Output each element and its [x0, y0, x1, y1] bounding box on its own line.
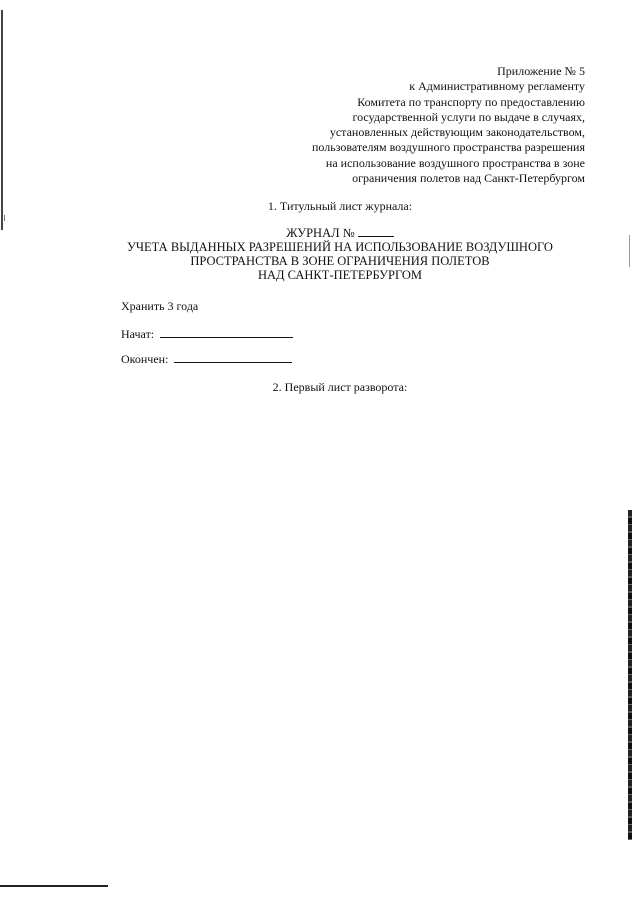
appendix-line: Комитета по транспорту по предоставлению	[357, 94, 585, 109]
footnote-rule	[0, 885, 108, 887]
scan-edge-mark	[4, 215, 5, 221]
ended-field	[121, 350, 292, 367]
journal-number-line	[0, 225, 640, 240]
scan-edge-mark	[1, 10, 3, 230]
journal-number-blank	[358, 225, 394, 237]
section-2-title: 2. Первый лист разворота:	[272, 380, 408, 394]
retention-note: Хранить 3 года	[121, 299, 199, 313]
ended-label: Окончен:	[121, 352, 169, 366]
journal-subtitle-line: ПРОСТРАНСТВА В ЗОНЕ ОГРАНИЧЕНИЯ ПОЛЕТОВ	[190, 254, 490, 268]
journal-subtitle-line: НАД САНКТ-ПЕТЕРБУРГОМ	[257, 268, 423, 282]
scan-edge-mark	[628, 510, 632, 840]
journal-subtitle-line: УЧЕТА ВЫДАННЫХ РАЗРЕШЕНИЙ НА ИСПОЛЬЗОВАНИЕ ВОЗДУШНОГО	[127, 240, 553, 254]
journal-title-block	[0, 225, 640, 282]
appendix-line: ограничения полетов над Санкт-Петербургом	[352, 171, 585, 186]
appendix-line: установленных действующим законодательством,	[329, 125, 585, 140]
appendix-line: к Административному регламенту	[409, 79, 585, 94]
appendix-line: государственной услуги по выдаче в случаях,	[352, 109, 585, 124]
appendix-line: на использование воздушного пространства в зоне	[325, 155, 585, 170]
ended-blank-line	[174, 350, 292, 363]
appendix-line: Приложение № 5	[497, 64, 585, 78]
started-label: Начат:	[121, 327, 155, 341]
started-field	[121, 325, 293, 342]
section-1-title: 1. Титульный лист журнала:	[267, 199, 413, 213]
started-blank-line	[160, 325, 293, 338]
appendix-line: пользователям воздушного пространства разрешения	[312, 140, 585, 155]
journal-title: ЖУРНАЛ №	[286, 226, 355, 240]
appendix-header	[312, 64, 585, 186]
